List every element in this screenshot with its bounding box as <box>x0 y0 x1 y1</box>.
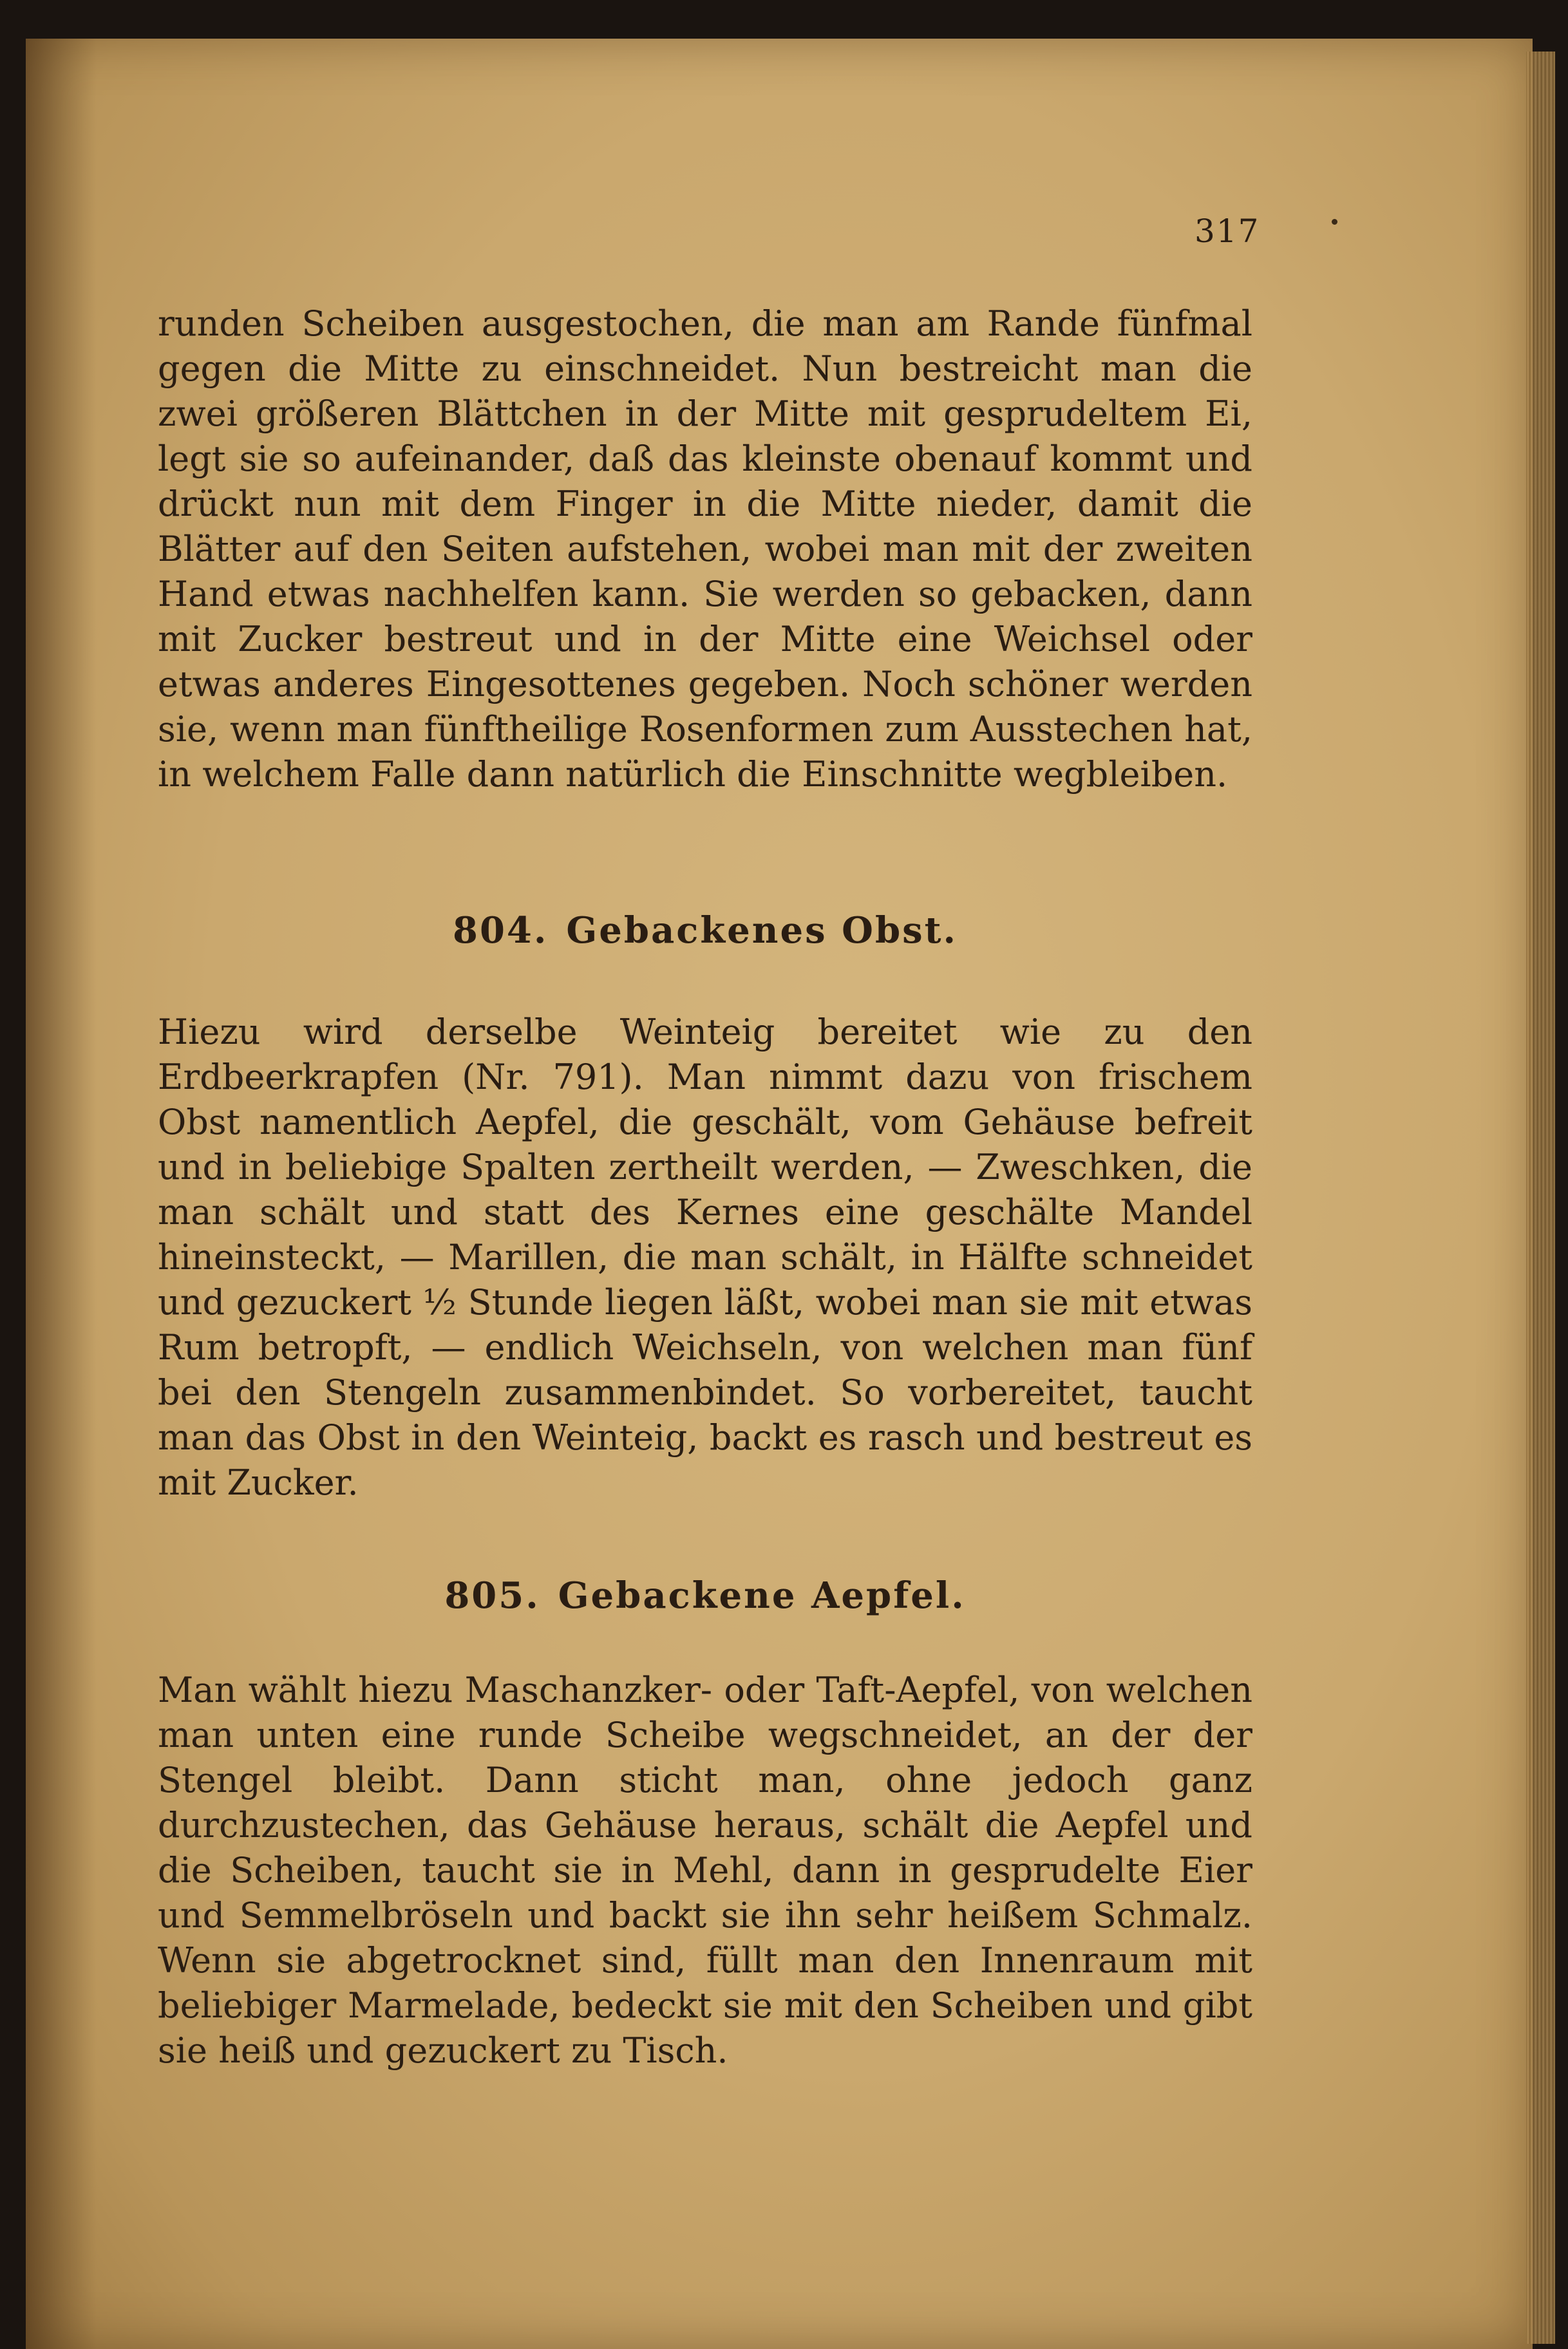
paragraph-continued: runden Scheiben ausgestochen, die man am Rande fünfmal gegen die Mitte zu einschneidet. Nun bestreicht man die zwei größeren Blättchen in der Mitte mit gesprudeltem Ei, legt sie so aufeinander, daß das kleinste obenauf kommt und drückt nun mit dem Finger in die Mitte nieder, damit die Blätter auf den Seiten aufstehen, wobei man mit der zweiten Hand etwas nachhelfen kann. Sie werden so gebacken, dann mit Zucker bestreut und in der Mitte eine Weichsel oder etwas anderes Eingesottenes gegeben. Noch schöner werden sie, wenn man fünftheilige Rosenformen zum Ausstechen hat, in welchem Falle dann natürlich die Einschnitte wegbleiben. <box>158 303 1252 795</box>
section-heading-805 <box>158 1574 1252 1617</box>
section-number: 805. <box>444 1574 540 1617</box>
page-number: 317 <box>1195 212 1260 250</box>
section-heading-804 <box>158 909 1252 952</box>
section-title: Gebackenes Obst. <box>566 909 958 952</box>
ink-speck <box>1332 219 1337 225</box>
section-title: Gebackene Aepfel. <box>558 1574 966 1617</box>
section-805-text: Man wählt hiezu Maschanzker- oder Taft-Aepfel, von welchen man unten eine runde Scheibe wegschneidet, an der der Stengel bleibt. Dann sticht man, ohne jedoch ganz durchzustechen, das Gehäuse heraus, schält die Aepfel und die Scheiben, taucht sie in Mehl, dann in gesprudelte Eier und Semmelbröseln und backt sie ihn sehr heißem Schmalz. Wenn sie abgetrocknet sind, füllt man den Innenraum mit beliebiger Marmelade, bedeckt sie mit den Scheiben und gibt sie heiß und gezuckert zu Tisch. <box>158 1670 1252 2071</box>
spine-shadow <box>26 39 97 2349</box>
page-edges <box>1526 52 1555 2344</box>
section-804-text: Hiezu wird derselbe Weinteig bereitet wie zu den Erdbeerkrapfen (Nr. 791). Man nimmt dazu von frischem Obst namentlich Aepfel, die geschält, vom Gehäuse befreit und in beliebige Spalten zertheilt werden, — Zweschken, die man schält und statt des Kernes eine geschälte Mandel hineinsteckt, — Marillen, die man schält, in Hälfte schneidet und gezuckert ½ Stunde liegen läßt, wobei man sie mit etwas Rum betropft, — endlich Weichseln, von welchen man fünf bei den Stengeln zusammenbindet. So vorbereitet, taucht man das Obst in den Weinteig, backt es rasch und bestreut es mit Zucker. <box>158 1012 1252 1503</box>
section-number: 804. <box>452 909 549 952</box>
